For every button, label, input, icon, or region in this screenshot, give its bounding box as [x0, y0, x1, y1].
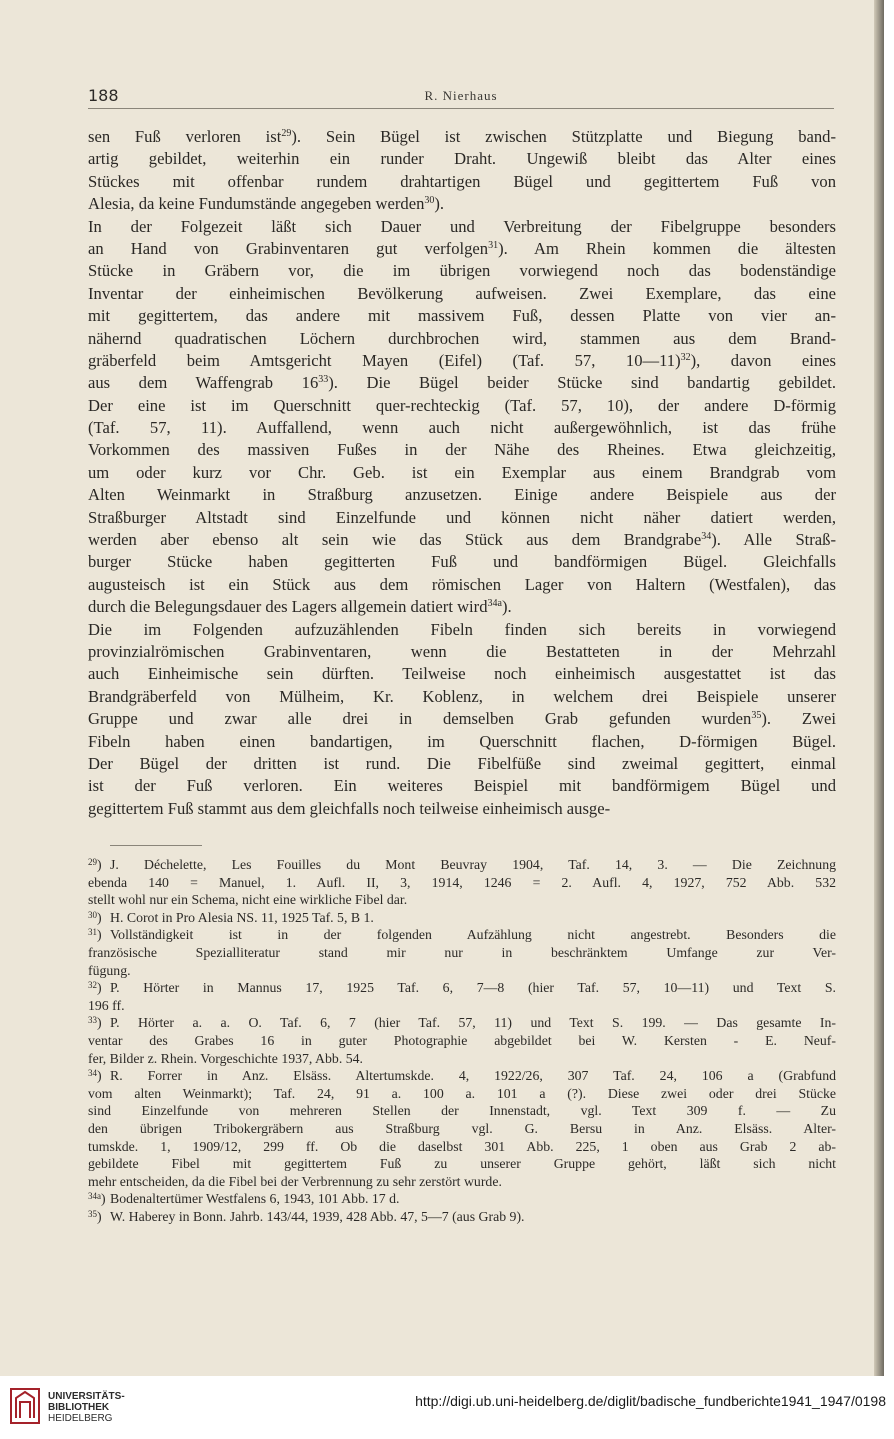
- footnote-ref: 32: [680, 351, 691, 363]
- footnote-mark: $^{35}$): [88, 1208, 102, 1224]
- footnote-mark: $^{29}$): [88, 857, 102, 872]
- footnote-line: $^{35}$) W. Haberey in Bonn. Jahrb. 143/44, 1939, 428 Abb. 47, 5—7 (aus Grab 9).: [88, 1208, 525, 1224]
- footnote-ref: 29: [281, 128, 292, 139]
- library-line-3: HEIDELBERG: [48, 1413, 113, 1424]
- footnote-line: gebildete Fibel mit gegittertem Fuß zu unserer Gruppe gehört, läßt sich nicht: [88, 1156, 836, 1172]
- footnote-line: $^{32}$) P. Hörter in Mannus 17, 1925 Taf. 6, 7—8 (hier Taf. 57, 10—11) und Text S.: [88, 980, 836, 996]
- body-line: Alesia, da keine Fundumstände angegeben werden$^{30}$).: [88, 194, 445, 214]
- footnote-ref: 34a: [487, 598, 502, 610]
- body-line: durch die Belegungsdauer des Lagers allgemein datiert wird$^{34a}$).: [88, 597, 512, 617]
- footnote-line: mehr entscheiden, da die Fibel bei der Verbrennung zu sehr zerstört wurde.: [88, 1173, 502, 1189]
- footnote-mark: $^{30}$): [88, 909, 102, 925]
- footnote-line: $^{34a}$) Bodenaltertümer Westfalens 6, 1943, 101 Abb. 17 d.: [88, 1191, 400, 1207]
- footnote: [88, 1208, 836, 1226]
- footnote-line: $^{30}$) H. Corot in Pro Alesia NS. 11, 1925 Taf. 5, B 1.: [88, 909, 374, 925]
- body-line: In der Folgezeit läßt sich Dauer und Verbreitung der Fibelgruppe besonders: [88, 216, 836, 236]
- footnote-line: tumskde. 1, 1909/12, 299 ff. Ob die daselbst 301 Abb. 225, 1 oben aus Grab 2 ab-: [88, 1138, 836, 1154]
- footnote-ref: 34: [701, 531, 712, 543]
- page-number: 188: [88, 86, 119, 105]
- footnote-line: sind Einzelfunde von mehreren Stellen der Innenstadt, vgl. Text 309 f. — Zu: [88, 1103, 836, 1119]
- footnote-mark: $^{34}$): [88, 1068, 102, 1084]
- footnote-ref: 33: [318, 374, 329, 386]
- footnote-mark: $^{32}$): [88, 980, 102, 996]
- running-head: R. Nierhaus: [424, 88, 498, 103]
- body-line: gegittertem Fuß stammt aus dem gleichfalls noch teilweise einheimisch ausge-: [88, 798, 611, 818]
- footnote: [88, 1190, 836, 1208]
- footnote-line: ventar des Grabes 16 in guter Photographie abgebildet bei W. Kersten - E. Neuf-: [88, 1032, 836, 1048]
- body-line: Die im Folgenden aufzuzählenden Fibeln finden sich bereits in vorwiegend: [88, 619, 836, 639]
- body-line: ist der Fuß verloren. Ein weiteres Beispiel mit bandförmigem Bügel und: [88, 776, 836, 796]
- footnote: [88, 1014, 836, 1067]
- body-line: burger Stücke haben gegitterten Fuß und bandförmigen Bügel. Gleichfalls: [88, 552, 836, 572]
- footnote-line: fer, Bilder z. Rhein. Vorgeschichte 1937, Abb. 54.: [88, 1050, 363, 1066]
- body-line: mit gegittertem, das andere mit massivem Fuß, dessen Platte von vier an-: [88, 306, 836, 326]
- page-edge-shadow: [874, 0, 884, 1376]
- footnote: [88, 979, 836, 1014]
- body-line: Vorkommen des massiven Fußes in der Nähe des Rheines. Etwa gleichzeitig,: [88, 440, 836, 460]
- body-line: Straßburger Altstadt sind Einzelfunde und können nicht näher datiert werden,: [88, 507, 836, 527]
- body-line: aus dem Waffengrab $16^{33}$). Die Bügel beider Stücke sind bandartig gebildet.: [88, 373, 837, 393]
- footnote-ref: 31: [488, 239, 499, 251]
- library-line-1: UNIVERSITÄTS-: [48, 1391, 125, 1402]
- body-line: (Taf. 57, 11). Auffallend, wenn auch nicht außergewöhnlich, ist das frühe: [88, 418, 836, 438]
- body-line: an Hand von Grabinventaren gut verfolgen$^{31}$). Am Rhein kommen die ältesten: [88, 238, 836, 258]
- footnote: [88, 926, 836, 979]
- body-line: Gruppe und zwar alle drei in demselben Grab gefunden wurden$^{35}$). Zwei: [88, 709, 837, 729]
- footnote-line: $^{33}$) P. Hörter a. a. O. Taf. 6, 7 (hier Taf. 57, 11) und Text S. 199. — Das gesamte In-: [88, 1015, 836, 1031]
- body-line: Stücke in Gräbern vor, die im übrigen vorwiegend noch das bodenständige: [88, 261, 836, 281]
- body-line: Der eine ist im Querschnitt quer-rechteckig (Taf. 57, 10), der andere D-förmig: [88, 395, 836, 415]
- footnote-ref: 35: [751, 710, 762, 722]
- viewer-footer: [0, 1376, 894, 1439]
- footnote-mark: $^{33}$): [88, 1015, 102, 1031]
- footnote-line: stellt wohl nur ein Schema, nicht eine wirkliche Fibel dar.: [88, 892, 408, 908]
- body-line: gräberfeld beim Amtsgericht Mayen (Eifel) (Taf. 57, 10—11)$^{32}$), davon eines: [88, 350, 836, 370]
- body-line: Fibeln haben einen bandartigen, im Querschnitt flachen, D-förmigen Bügel.: [88, 731, 836, 751]
- footnote: [88, 856, 836, 909]
- body-text: [88, 126, 836, 820]
- body-line: sen Fuß verloren ist$^{29}$). Sein Bügel ist zwischen Stützplatte und Biegung band-: [88, 127, 836, 146]
- footnotes: [88, 856, 836, 1225]
- footnote-line: vom alten Weinmarkt); Taf. 24, 91 a. 100 a. 101 a (?). Diese zwei oder drei Stücke: [88, 1085, 836, 1101]
- body-line: Stückes mit offenbar rundem drahtartigen Bügel und gegittertem Fuß von: [88, 171, 836, 191]
- footnote-line: den übrigen Tribokergräbern aus Straßburg vgl. G. Bersu in Anz. Elsäss. Alter-: [88, 1120, 836, 1136]
- body-line: nähernd quadratischen Löchern durchbrochen wird, stammen aus dem Brand-: [88, 328, 836, 348]
- body-line: werden aber ebenso alt sein wie das Stück aus dem Brandgrabe$^{34}$). Alle Straß-: [88, 530, 836, 550]
- library-name: [48, 1391, 125, 1424]
- library-logo-icon: [10, 1388, 40, 1424]
- body-line: auch Einheimische sein dürften. Teilweise noch einheimisch ausgestattet ist das: [88, 664, 836, 684]
- footnote-line: fügung.: [88, 962, 131, 978]
- library-line-2: BIBLIOTHEK: [48, 1402, 110, 1413]
- page-header: [88, 86, 834, 109]
- footnote-ref: 30: [424, 195, 435, 207]
- footnote-mark: $^{34a}$): [88, 1191, 106, 1207]
- body-line: artig gebildet, weiterhin ein runder Draht. Ungewiß bleibt das Alter eines: [88, 149, 836, 169]
- body-line: Inventar der einheimischen Bevölkerung aufweisen. Zwei Exemplare, das eine: [88, 283, 836, 303]
- body-line: Der Bügel der dritten ist rund. Die Fibelfüße sind zweimal gegittert, einmal: [88, 753, 836, 773]
- footnote-rule: [110, 845, 202, 846]
- body-line: provinzialrömischen Grabinventaren, wenn die Bestatteten in der Mehrzahl: [88, 641, 836, 661]
- footnote: [88, 909, 836, 927]
- source-url-link[interactable]: http://digi.ub.uni-heidelberg.de/diglit/badische_fundberichte1941_1947/0198: [415, 1393, 886, 1409]
- body-line: Alten Weinmarkt in Straßburg anzusetzen. Einige andere Beispiele aus der: [88, 485, 836, 505]
- footnote-mark: $^{31}$): [88, 927, 102, 943]
- footnote-line: $^{34}$) R. Forrer in Anz. Elsäss. Altertumskde. 4, 1922/26, 307 Taf. 24, 106 a (Grabfund: [88, 1068, 836, 1084]
- body-line: augusteisch ist ein Stück aus dem römischen Lager von Haltern (Westfalen), das: [88, 574, 836, 594]
- footnote-line: $^{31}$) Vollständigkeit ist in der folgenden Aufzählung nicht angestrebt. Besonders die: [88, 927, 836, 943]
- footnote: [88, 1067, 836, 1190]
- footnote-line: französische Spezialliteratur stand mir nur in beschränktem Umfange zur Ver-: [88, 944, 836, 960]
- body-line: Brandgräberfeld von Mülheim, Kr. Koblenz, in welchem drei Beispiele unserer: [88, 686, 836, 706]
- footnote-line: ebenda 140 = Manuel, 1. Aufl. II, 3, 1914, 1246 = 2. Aufl. 4, 1927, 752 Abb. 532: [88, 874, 836, 890]
- footnote-line: 196 ff.: [88, 997, 125, 1013]
- body-line: um oder kurz vor Chr. Geb. ist ein Exemplar aus einem Brandgrab vom: [88, 462, 836, 482]
- footnote-line: $^{29}$) J. Déchelette, Les Fouilles du Mont Beuvray 1904, Taf. 14, 3. — Die Zeichnung: [88, 857, 836, 872]
